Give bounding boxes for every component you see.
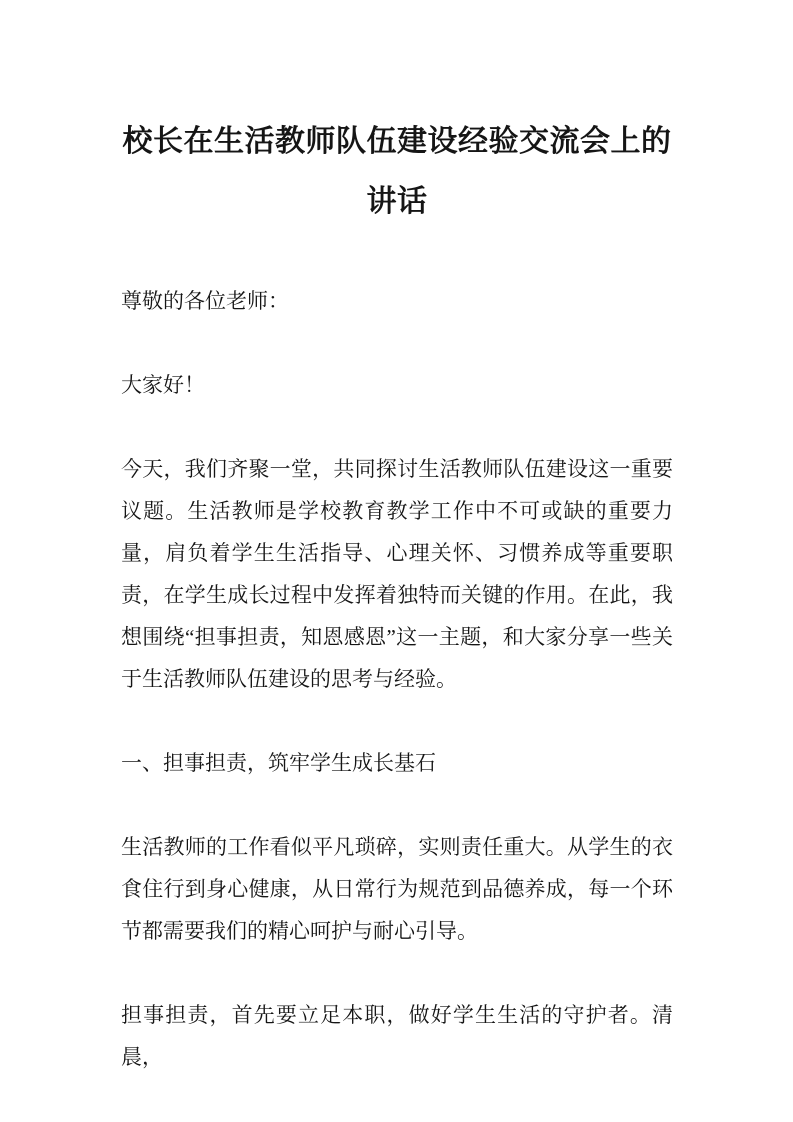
paragraph: 尊敬的各位老师： bbox=[121, 289, 289, 313]
paragraph: 一、担事担责，筑牢学生成长基石 bbox=[121, 751, 436, 775]
paragraph: 今天，我们齐聚一堂，共同探讨生活教师队伍建设这一重要议题。生活教师是学校教育教学工作中不可或缺的重要力量，肩负着学生生活指导、心理关怀、习惯养成等重要职责，在学生成长过程中发挥着独特而关键的作用。在此，我想围绕“担事担责，知恩感恩”这一主题，和大家分享一些关于生活教师队伍建设的思考与经验。 bbox=[121, 457, 673, 691]
paragraph: 担事担责，首先要立足本职，做好学生生活的守护者。清晨， bbox=[121, 1003, 673, 1069]
document-title: 校长在生活教师队伍建设经验交流会上的讲话 bbox=[122, 125, 672, 218]
paragraph: 生活教师的工作看似平凡琐碎，实则责任重大。从学生的衣食住行到身心健康，从日常行为规范到品德养成，每一个环节都需要我们的精心呵护与耐心引导。 bbox=[121, 835, 673, 943]
document-body bbox=[121, 280, 673, 1078]
paragraph: 大家好！ bbox=[121, 373, 205, 397]
